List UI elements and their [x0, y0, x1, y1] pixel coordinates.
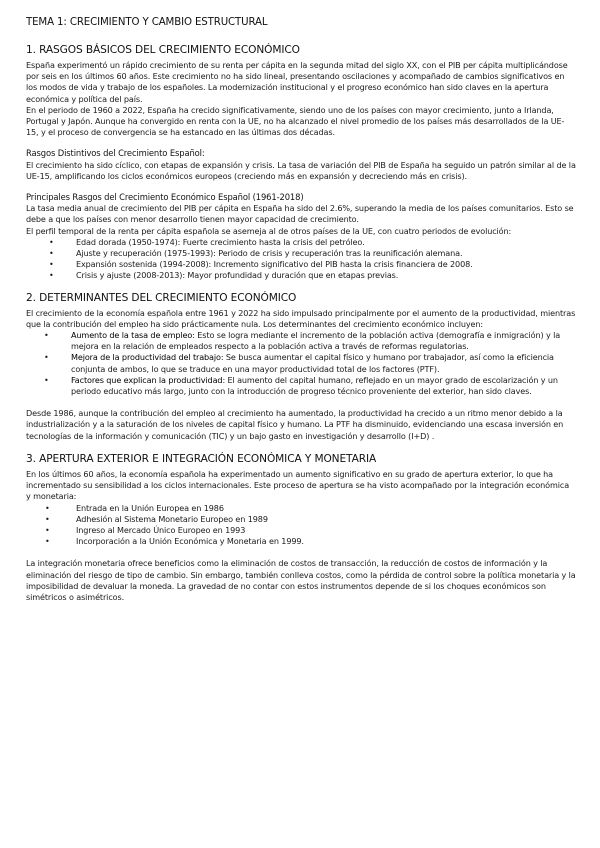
section-3-title: 3. APERTURA EXTERIOR E INTEGRACIÓN ECONÓMICA Y MONETARIA: [26, 452, 377, 465]
section-1-paragraph-4: La tasa media anual de crecimiento del PIB per cápita en España ha sido del 2.6%, superando la media de los países comunitarios. Esto se debe a que los países con menor desarrollo tienen mayor capacidad de crecimiento.: [26, 203, 574, 225]
list-item: • Ingreso al Mercado Único Europeo en 1993: [26, 525, 576, 536]
spacer: [26, 547, 576, 558]
section-1-paragraph-3: El crecimiento ha sido cíclico, con etapas de expansión y crisis. La tasa de variación del PIB de España ha seguido un patrón similar al de la UE-15, amplificando los ciclos económicos europeos (creciendo más en expansión y decreciendo más en crisis).: [26, 159, 576, 181]
section-1-paragraph-1: España experimentó un rápido crecimiento de su renta per cápita en la segunda mitad del siglo XX, con el PIB per cápita multiplicándose por seis en los últimos 60 años. Este crecimiento no ha sido lineal, presentando oscilaciones y acompañado de cambios significativos en los modos de vida y trabajo de los españoles. La modernización institucional y el progreso económico han sido claves en la apertura económica y política del país.: [26, 60, 568, 104]
spacer: [26, 282, 576, 292]
list-item: [26, 375, 576, 397]
list-item: [26, 330, 576, 352]
list-item: • Expansión sostenida (1994-2008): Incremento significativo del PIB hasta la crisis financiera de 2008.: [26, 259, 576, 270]
document-title: TEMA 1: CRECIMIENTO Y CAMBIO ESTRUCTURAL: [26, 17, 268, 28]
item-lead: Factores que explican la productividad: [71, 374, 223, 385]
list-item: • Incorporación a la Unión Económica y Monetaria en 1999.: [26, 536, 576, 547]
section-2-paragraph-2: Desde 1986, aunque la contribución del empleo al crecimiento ha aumentado, la productividad ha crecido a un ritmo menor debido a la industrialización y a la saturación de los niveles de capital físico y humano. La PTF ha disminuido, evidenciando una escasa inversión en tecnologías de la información y comunicación (TIC) y un bajo gasto en investigación y desarrollo (I+D) .: [26, 408, 564, 441]
spacer: [26, 138, 576, 148]
subsection-distinctive-traits-title: Rasgos Distintivos del Crecimiento Español:: [26, 148, 205, 159]
spacer: [26, 182, 576, 192]
item-text: : Se busca aumentar el capital físico y humano por trabajador, así como la eficiencia conjunta de ambos, lo que se traduce en una mayor productividad total de los factores (PTF).: [71, 352, 554, 374]
section-1-paragraph-5: El perfil temporal de la renta per cápita española se asemeja al de otros países de la UE, con cuatro periodos de evolución:: [26, 225, 512, 236]
section-3-paragraph-1: En los últimos 60 años, la economía española ha experimentado un aumento significativo en su grado de apertura exterior, lo que ha incrementado su sensibilidad a los ciclos internacionales. Este proceso de apertura se ha visto acompañado por la integración económica y monetaria:: [26, 468, 570, 502]
list-item: • Crisis y ajuste (2008-2013): Mayor profundidad y duración que en etapas previas.: [26, 270, 576, 281]
list-item: [26, 352, 576, 374]
integration-list: [26, 503, 576, 548]
item-text: : El aumento del capital humano, reflejado en un mayor grado de escolarización y un periodo educativo más largo, junto con la introducción de progreso técnico proveniente del exterior, han sido claves.: [71, 374, 558, 397]
section-1-paragraph-2: En el periodo de 1960 a 2022, España ha crecido significativamente, siendo uno de los países con mayor crecimiento, junto a Irlanda, Portugal y Japón. Aunque ha convergido en renta con la UE, no ha alcanzado el nivel promedio de los países más desarrollados de la UE-15, y el proceso de convergencia se ha estancado en las últimas dos décadas.: [26, 104, 565, 138]
list-item: • Entrada en la Unión Europea en 1986: [26, 503, 576, 514]
subsection-main-traits-title: Principales Rasgos del Crecimiento Económico Español (1961-2018): [26, 192, 304, 203]
determinants-list: [26, 330, 576, 397]
list-item: • Adhesión al Sistema Monetario Europeo en 1989: [26, 514, 576, 525]
item-text: : Esto se logra mediante el incremento de la población activa (demografía e inmigración) y la mejora en la relación de empleados respecto a la población activa a través de reformas regulatorias.: [71, 330, 561, 352]
section-2-paragraph-1: El crecimiento de la economía española entre 1961 y 2022 ha sido impulsado principalmente por el aumento de la productividad, mientras que la contribución del empleo ha sido prácticamente nula. Los determinantes del crecimiento económico incluyen:: [26, 307, 576, 329]
section-1-title: 1. RASGOS BÁSICOS DEL CRECIMIENTO ECONÓMICO: [26, 44, 300, 56]
list-item: • Edad dorada (1950-1974): Fuerte crecimiento hasta la crisis del petróleo.: [26, 237, 576, 248]
spacer: [26, 442, 576, 453]
spacer: [26, 397, 576, 408]
section-2-title: 2. DETERMINANTES DEL CRECIMIENTO ECONÓMICO: [26, 291, 297, 304]
section-3-paragraph-2: La integración monetaria ofrece beneficios como la eliminación de costos de transacción, la reducción de costos de información y la eliminación del riesgo de tipo de cambio. Sin embargo, también conlleva costos, como la pérdida de control sobre la política monetaria y la imposibilidad de devaluar la moneda. La gravedad de no contar con estos instrumentos depende de si los choques económicos son simétricos o asimétricos.: [26, 558, 576, 602]
periods-list: [26, 237, 576, 282]
list-item: • Ajuste y recuperación (1975-1993): Periodo de crisis y recuperación tras la reunificación alemana.: [26, 248, 576, 259]
item-lead: Aumento de la tasa de empleo: [71, 330, 193, 341]
item-lead: Mejora de la productividad del trabajo: [71, 352, 221, 363]
